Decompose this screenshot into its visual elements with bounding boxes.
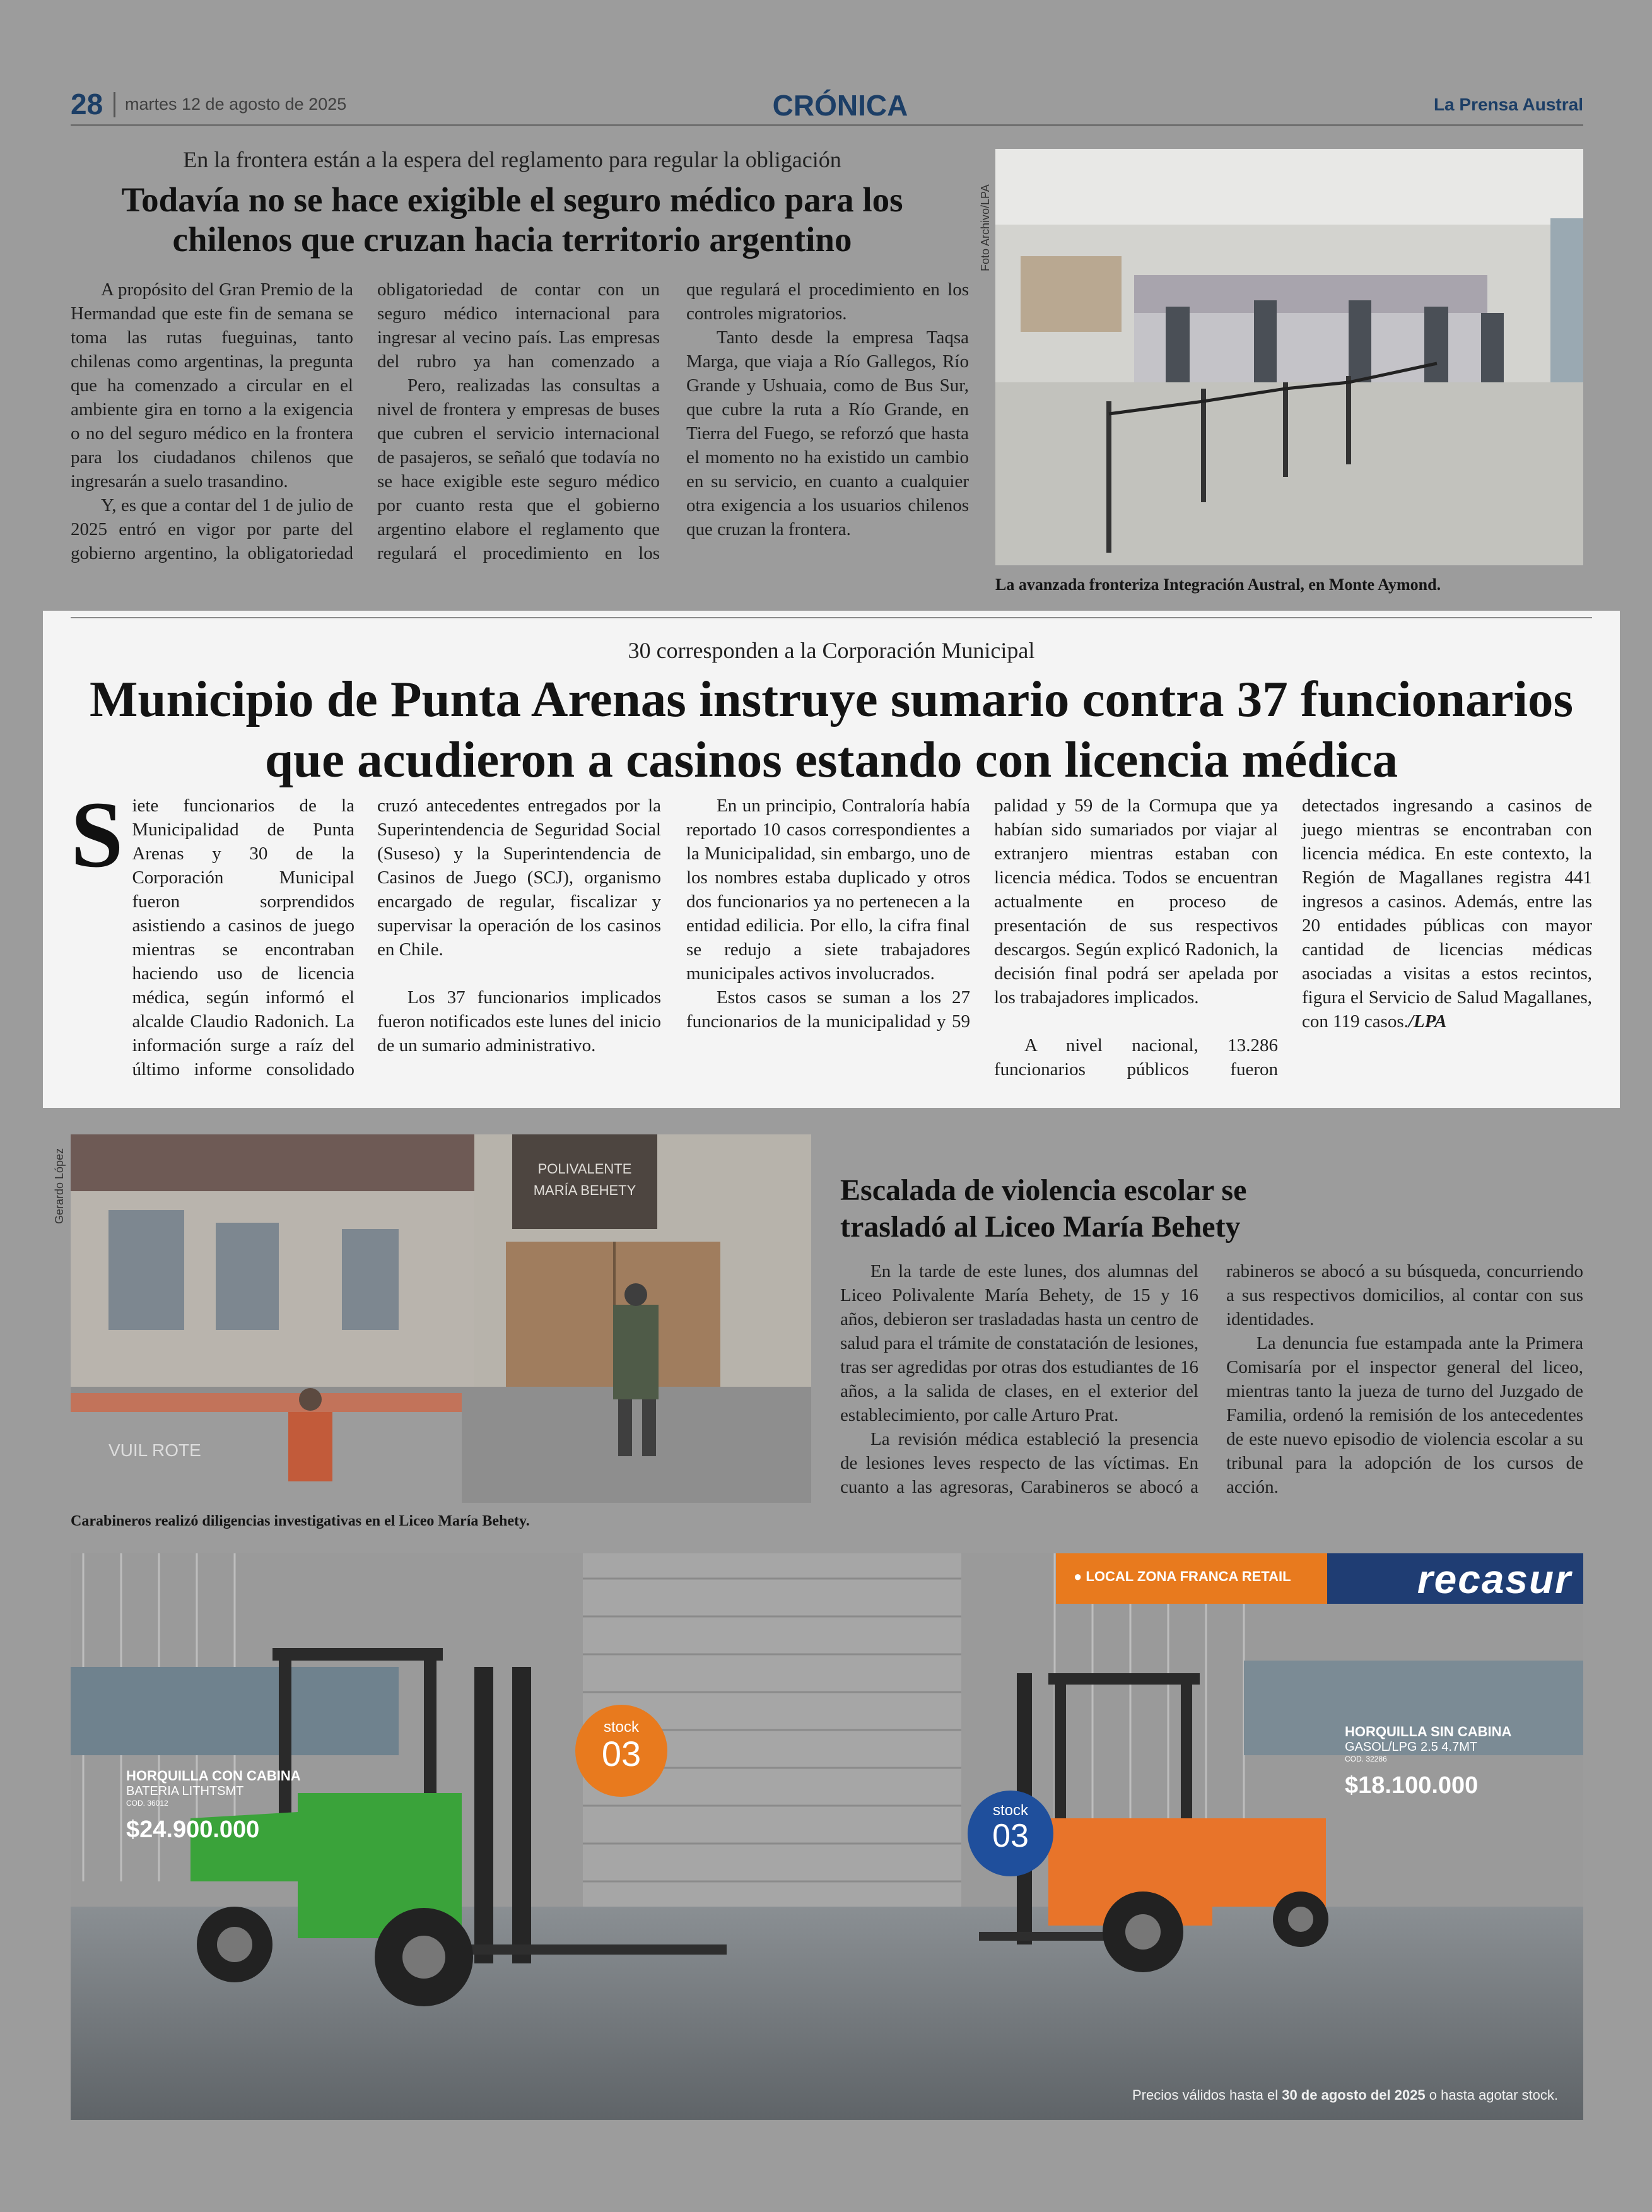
article2-column-2 (377, 794, 661, 1057)
article1-headline: Todavía no se hace exigible el seguro médico para los chilenos que cruzan hacia territorio argentino (121, 180, 903, 259)
location-text: LOCAL ZONA FRANCA RETAIL (1086, 1568, 1291, 1584)
issue-date: martes 12 de agosto de 2025 (125, 95, 347, 114)
school-sign-text: MARÍA BEHETY (533, 1182, 636, 1198)
product-1-stock-label: stock (603, 1719, 639, 1736)
article2-box (43, 611, 1620, 1108)
article2-column-5 (1302, 794, 1592, 1033)
article2-column-4 (994, 794, 1278, 1081)
footer-note-text: o hasta agotar stock. (1425, 2087, 1558, 2103)
product-1-stock-badge (575, 1705, 667, 1797)
header-divider (114, 92, 115, 117)
school-sign-text: POLIVALENTE (537, 1161, 632, 1177)
school-photo (71, 1134, 811, 1503)
article2-paragraph-cont: cruzó antecedentes entregados por la Superintendencia de Seguridad Social (Suseso) y la Superintendencia de Casinos de Juego (SCJ), organismo encargado de regular, fiscalizar y supervisar la operación de los casinos en Chile. (377, 796, 661, 960)
footer-note-text: Precios válidos hasta el (1132, 2087, 1282, 2103)
brand-logo: recasur (1417, 1556, 1572, 1602)
article2-paragraph: A nivel nacional, 13.286 funcionarios públicos fueron (994, 1035, 1278, 1080)
page-number: 28 (71, 88, 103, 121)
article3-paragraph: En la tarde de este lunes, dos alumnas del Liceo Polivalente María Behety, de 15 y 16 años, debieron ser trasladadas hasta un centro de salud para el trámite de constatación de lesiones, tras ser agredidas por otras dos estudiantes de 16 años, a la salida de clases, en el exterior del establecimiento, por calle Arturo Prat. (840, 1261, 1198, 1425)
article1-paragraph: Pero, realizadas las consultas a nivel de frontera y empresas de buses que cubren el servicio internacional de pasajeros, se señaló que todavía no se hace exigible este seguro médico por cuanto resta que el gobierno argentino elabore el reglamento que regulará el procedimiento en los (377, 375, 660, 563)
article1-column-1 (71, 278, 353, 565)
article2-paragraph-cont: palidad y 59 de la Cormupa que ya habían sido sumariados por viajar al extranjero mientras estaban con licencia médica. Todos se encuentran actualmente en proceso de presentación de sus respectivos descargos. Según explicó Radonich, la decisión final podrá ser apelada por los trabajadores implicados. (994, 796, 1278, 1008)
product-2-stock-badge (968, 1791, 1053, 1876)
location-pin-icon: ● (1074, 1568, 1082, 1584)
school-illustration (71, 1134, 811, 1503)
product-2-stock-label: stock (992, 1802, 1028, 1819)
article2-top-rule (71, 617, 1592, 618)
article2-paragraph: En un principio, Contraloría había reportado 10 casos correspondientes a la Municipalidad, sin embargo, uno de los nombres estaba duplicado y otros dos funcionarios ya no pertenecen a la entidad edilicia. Por ello, la cifra final se redujo a siete trabajadores municipales activos involucrados. (686, 796, 970, 984)
product-2-info (1345, 1724, 1511, 1799)
article3-column-1 (840, 1259, 1198, 1499)
recasur-advertisement (71, 1553, 1583, 2120)
newspaper-name: La Prensa Austral (1433, 95, 1583, 114)
article2-column-1 (71, 782, 354, 1081)
product-1-stock-count: 03 (601, 1734, 641, 1774)
section-title: CRÓNICA (772, 89, 908, 122)
product-1-name: HORQUILLA CON CABINA (126, 1768, 301, 1784)
article1-caption: La avanzada fronteriza Integración Austral, en Monte Aymond. (995, 575, 1441, 594)
article1-photo-credit: Foto Archivo/LPA (979, 184, 992, 271)
article2-paragraph: Los 37 funcionarios implicados fueron notificados este lunes del inicio de un sumario administrativo. (377, 987, 661, 1056)
article2-paragraph: Estos casos se suman a los 27 funcionarios de la municipalidad y 59 (686, 987, 970, 1032)
article2-kicker: 30 corresponden a la Corporación Municipal (628, 638, 1035, 663)
article2-column-3 (686, 794, 970, 1033)
article3-headline: Escalada de violencia escolar se trasladó al Liceo María Behety (840, 1174, 1247, 1244)
article1-paragraph: A propósito del Gran Premio de la Hermandad que este fin de semana se toma las rutas fueguinas, tanto chilenas como argentinas, la pregunta que ha comenzado a circular en el ambiente gira en torno a la exigencia o no del seguro médico en la frontera para los ciudadanos chilenos que ingresarán a suelo trasandino. (71, 279, 353, 491)
article1-column-2 (377, 278, 660, 565)
article3-paragraph-cont: rabineros se abocó a su búsqueda, concurriendo a sus respectivos domicilios, al contar con sus identidades. (1226, 1261, 1583, 1329)
article2-paragraph: iete funcionarios de la Municipalidad de Punta Arenas y 30 de la Corporación Municipal fueron sorprendidos asistiendo a casinos de juego mientras se encontraban haciendo uso de licencia médica, según informó el alcalde Claudio Radonich. La información surge a raíz del último informe consolidado (132, 796, 354, 1080)
product-2-code: COD. 32286 (1345, 1755, 1387, 1763)
article2-signature: /LPA (1408, 1011, 1447, 1032)
border-post-illustration (995, 149, 1583, 565)
article3-column-2 (1226, 1259, 1583, 1499)
article1-paragraph-cont: que regulará el procedimiento en los controles migratorios. (686, 279, 969, 324)
product-2-spec: GASOL/LPG 2.5 4.7MT (1345, 1740, 1478, 1754)
product-1-code: COD. 36012 (126, 1799, 168, 1808)
product-1-info (126, 1768, 301, 1844)
product-2-stock-count: 03 (992, 1818, 1029, 1854)
article3-caption: Carabineros realizó diligencias investigativas en el Liceo María Behety. (71, 1513, 530, 1529)
border-post-photo (995, 149, 1583, 565)
article1-paragraph: Y, es que a contar del 1 de julio de 2025 entró en vigor por parte del gobierno argentino, la obligatoriedad (71, 495, 353, 563)
article3-paragraph: La revisión médica estableció la presencia de lesiones leves respecto de las víctimas. En cuanto a las agresoras, Carabineros se abocó a (840, 1429, 1198, 1497)
graffiti-text: VUIL ROTE (108, 1440, 201, 1460)
article1-paragraph-cont: obligatoriedad de contar con un seguro médico internacional para ingresar al vecino país. Las empresas del rubro ya han comenzado a (377, 279, 660, 372)
product-1-spec: BATERIA LITHTSMT (126, 1784, 244, 1798)
article3-paragraph: La denuncia fue estampada ante la Primera Comisaría por el inspector general del liceo, mientras tanto la jueza de turno del Juzgado de Familia, ordenó la remisión de los antecedentes de este nuevo episodio de violencia escolar a su tribunal para la adopción de los cursos de acción. (1226, 1333, 1583, 1497)
article1-paragraph: Tanto desde la empresa Taqsa Marga, que viaja a Río Gallegos, Río Grande y Ushuaia, como de Bus Sur, que cubre la ruta a Río Grande, en Tierra del Fuego, se reforzó que hasta el momento no ha existido un cambio en su servicio, en cuanto a cualquier otra exigencia a los usuarios chilenos que cruzan la frontera. (686, 327, 969, 539)
article2-dropcap: S (71, 782, 124, 887)
product-2-name: HORQUILLA SIN CABINA (1345, 1724, 1512, 1739)
ad-footer-note (1132, 2087, 1558, 2103)
footer-note-date: 30 de agosto del 2025 (1282, 2087, 1426, 2103)
article2-headline: Municipio de Punta Arenas instruye sumario contra 37 funcionarios que acudieron a casinos estando con licencia médica (89, 671, 1574, 788)
product-1-price: $24.900.000 (126, 1816, 260, 1843)
article1-column-3 (686, 278, 969, 541)
article2-paragraph-cont: detectados ingresando a casinos de juego mientras se encontraban con licencia médica. En este contexto, la Región de Magallanes registra 441 ingresos a casinos. Además, entre las 20 entidades públicas con mayor cantidad de licencias médicas asociadas a visitas a estos recintos, figura el Servicio de Salud Magallanes, con 119 casos./LPA (1302, 796, 1592, 1032)
page-header (71, 87, 1583, 126)
article1-kicker: En la frontera están a la espera del reglamento para regular la obligación (183, 147, 841, 172)
product-2-price: $18.100.000 (1345, 1772, 1479, 1799)
location-label (1074, 1568, 1291, 1585)
article3-photo-credit: Gerardo López (53, 1148, 66, 1224)
